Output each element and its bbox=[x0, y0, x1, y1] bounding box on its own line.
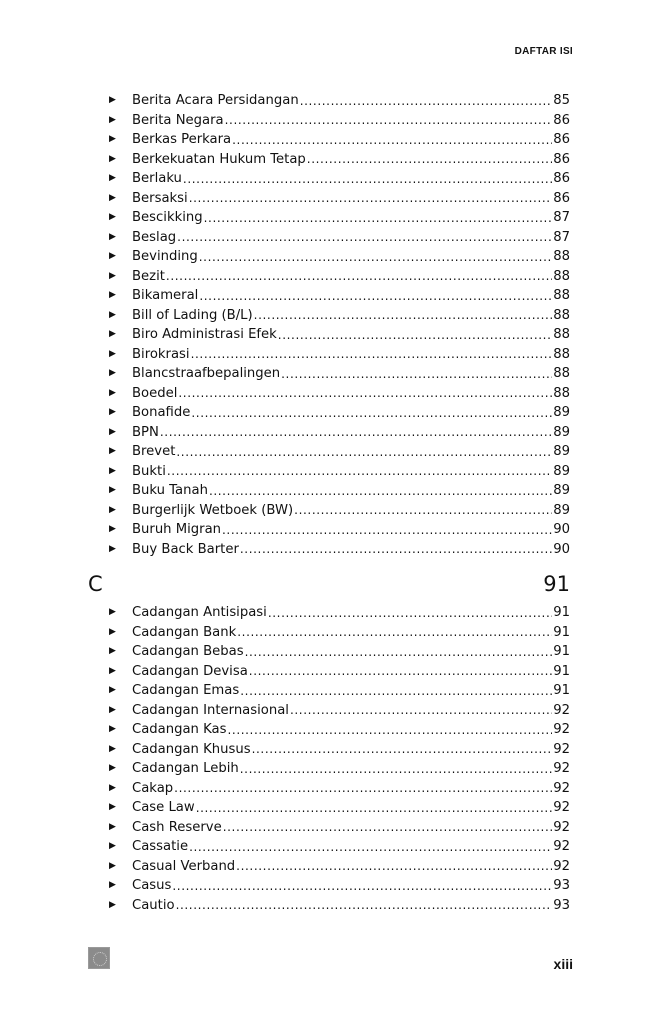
triangle-right-icon: ▶ bbox=[109, 368, 116, 379]
toc-entry-label: Bonafide bbox=[132, 405, 191, 421]
toc-entry bbox=[109, 150, 570, 170]
toc-entry bbox=[109, 189, 570, 209]
toc-entry bbox=[109, 540, 570, 560]
toc-entry bbox=[109, 442, 570, 462]
triangle-right-icon: ▶ bbox=[109, 173, 116, 184]
toc-entry-label: Bukti bbox=[132, 463, 166, 479]
triangle-right-icon: ▶ bbox=[109, 309, 116, 320]
toc-entry-label: Cadangan Bebas bbox=[132, 644, 244, 660]
toc-entry bbox=[109, 364, 570, 384]
dot-leader bbox=[237, 625, 552, 639]
triangle-right-icon: ▶ bbox=[109, 212, 116, 223]
dot-leader bbox=[196, 801, 553, 815]
dot-leader bbox=[290, 703, 552, 717]
toc-entry bbox=[109, 345, 570, 365]
dot-leader bbox=[240, 684, 552, 698]
dot-leader bbox=[183, 172, 552, 186]
toc-entry-page: 87 bbox=[553, 229, 570, 245]
dot-leader bbox=[172, 879, 552, 893]
triangle-right-icon: ▶ bbox=[109, 485, 116, 496]
triangle-right-icon: ▶ bbox=[109, 802, 116, 813]
dot-leader bbox=[232, 133, 552, 147]
toc-entry-label: Bill of Lading (B/L) bbox=[132, 307, 253, 323]
dot-leader bbox=[281, 367, 552, 381]
dot-leader bbox=[178, 386, 552, 400]
toc-entry bbox=[109, 247, 570, 267]
toc-entry-label: Cadangan Antisipasi bbox=[132, 605, 267, 621]
section-page: 91 bbox=[543, 572, 570, 596]
dot-leader bbox=[227, 723, 552, 737]
toc-entry-page: 91 bbox=[553, 683, 570, 699]
toc-entry-page: 91 bbox=[553, 663, 570, 679]
running-header: DAFTAR ISI bbox=[514, 46, 573, 57]
triangle-right-icon: ▶ bbox=[109, 524, 116, 535]
toc-entry-page: 89 bbox=[553, 444, 570, 460]
dot-leader bbox=[254, 308, 553, 322]
triangle-right-icon: ▶ bbox=[109, 880, 116, 891]
dot-leader bbox=[176, 898, 553, 912]
toc-entry-page: 88 bbox=[553, 327, 570, 343]
toc-entry bbox=[109, 876, 570, 896]
toc-entry bbox=[109, 169, 570, 189]
toc-entry-page: 89 bbox=[553, 405, 570, 421]
toc-entry-label: Casus bbox=[132, 878, 172, 894]
toc-entry bbox=[109, 662, 570, 682]
toc-entry bbox=[109, 325, 570, 345]
triangle-right-icon: ▶ bbox=[109, 724, 116, 735]
dot-leader bbox=[174, 781, 552, 795]
toc-entry-page: 89 bbox=[553, 424, 570, 440]
section-heading bbox=[88, 572, 570, 600]
triangle-right-icon: ▶ bbox=[109, 192, 116, 203]
toc-entry bbox=[109, 91, 570, 111]
dot-leader bbox=[204, 211, 553, 225]
dot-leader bbox=[268, 606, 552, 620]
toc-entry-label: Boedel bbox=[132, 385, 178, 401]
toc-entry-page: 88 bbox=[553, 366, 570, 382]
toc-entry-page: 91 bbox=[553, 644, 570, 660]
dot-leader bbox=[222, 523, 552, 537]
toc-entry bbox=[109, 501, 570, 521]
toc-entry-label: Berkas Perkara bbox=[132, 132, 232, 148]
toc-entry-label: Berkekuatan Hukum Tetap bbox=[132, 151, 306, 167]
toc-entry-page: 92 bbox=[553, 722, 570, 738]
dot-leader bbox=[236, 859, 552, 873]
toc-entry-page: 86 bbox=[553, 132, 570, 148]
toc-entry-label: Cadangan Bank bbox=[132, 624, 237, 640]
logo-icon bbox=[88, 947, 110, 969]
toc-entry-label: Biro Administrasi Efek bbox=[132, 327, 277, 343]
toc-entry-page: 89 bbox=[553, 502, 570, 518]
triangle-right-icon: ▶ bbox=[109, 899, 116, 910]
toc-entry-label: Cash Reserve bbox=[132, 819, 222, 835]
toc-entry-page: 86 bbox=[553, 112, 570, 128]
toc-entry-label: Bezit bbox=[132, 268, 165, 284]
toc-entry-label: Cakap bbox=[132, 780, 174, 796]
toc-entry-page: 90 bbox=[553, 522, 570, 538]
triangle-right-icon: ▶ bbox=[109, 763, 116, 774]
dot-leader bbox=[307, 152, 552, 166]
triangle-right-icon: ▶ bbox=[109, 821, 116, 832]
toc-entry bbox=[109, 228, 570, 248]
toc-entry-label: Berlaku bbox=[132, 171, 182, 187]
toc-entry-label: Bersaksi bbox=[132, 190, 188, 206]
toc-entry-page: 86 bbox=[553, 151, 570, 167]
toc-entry-page: 86 bbox=[553, 171, 570, 187]
toc-entry-label: Cadangan Lebih bbox=[132, 761, 239, 777]
triangle-right-icon: ▶ bbox=[109, 387, 116, 398]
toc-entry-page: 92 bbox=[553, 741, 570, 757]
toc-entry-page: 88 bbox=[553, 346, 570, 362]
triangle-right-icon: ▶ bbox=[109, 270, 116, 281]
toc-entry-label: Cadangan Kas bbox=[132, 722, 227, 738]
dot-leader bbox=[300, 94, 553, 108]
toc-entry-page: 85 bbox=[553, 93, 570, 109]
toc-entry-page: 91 bbox=[553, 624, 570, 640]
triangle-right-icon: ▶ bbox=[109, 114, 116, 125]
toc-entry-page: 92 bbox=[553, 839, 570, 855]
toc-entry-page: 92 bbox=[553, 702, 570, 718]
toc-entry bbox=[109, 603, 570, 623]
triangle-right-icon: ▶ bbox=[109, 465, 116, 476]
triangle-right-icon: ▶ bbox=[109, 290, 116, 301]
toc-entry-label: Buy Back Barter bbox=[132, 541, 239, 557]
dot-leader bbox=[167, 464, 552, 478]
toc-entry bbox=[109, 857, 570, 877]
toc-list-b bbox=[109, 91, 570, 559]
toc-entry bbox=[109, 701, 570, 721]
toc-entry bbox=[109, 720, 570, 740]
toc-entry bbox=[109, 384, 570, 404]
toc-entry bbox=[109, 798, 570, 818]
toc-entry-label: Cadangan Emas bbox=[132, 683, 240, 699]
toc-entry-page: 89 bbox=[553, 483, 570, 499]
triangle-right-icon: ▶ bbox=[109, 607, 116, 618]
toc-entry-label: Blancstraafbepalingen bbox=[132, 366, 281, 382]
triangle-right-icon: ▶ bbox=[109, 626, 116, 637]
toc-entry-page: 93 bbox=[553, 897, 570, 913]
dot-leader bbox=[223, 820, 553, 834]
dot-leader bbox=[294, 503, 552, 517]
triangle-right-icon: ▶ bbox=[109, 646, 116, 657]
toc-entry bbox=[109, 642, 570, 662]
toc-entry-page: 92 bbox=[553, 800, 570, 816]
toc-entry-page: 88 bbox=[553, 268, 570, 284]
toc-entry bbox=[109, 740, 570, 760]
toc-entry bbox=[109, 130, 570, 150]
triangle-right-icon: ▶ bbox=[109, 446, 116, 457]
toc-entry-label: Beslag bbox=[132, 229, 177, 245]
toc-entry bbox=[109, 481, 570, 501]
triangle-right-icon: ▶ bbox=[109, 504, 116, 515]
toc-entry-page: 90 bbox=[553, 541, 570, 557]
triangle-right-icon: ▶ bbox=[109, 782, 116, 793]
toc-entry-page: 93 bbox=[553, 878, 570, 894]
triangle-right-icon: ▶ bbox=[109, 426, 116, 437]
dot-leader bbox=[240, 762, 552, 776]
toc-entry-label: Casual Verband bbox=[132, 858, 236, 874]
triangle-right-icon: ▶ bbox=[109, 665, 116, 676]
dot-leader bbox=[245, 645, 553, 659]
toc-entry bbox=[109, 623, 570, 643]
toc-entry bbox=[109, 759, 570, 779]
toc-entry-page: 92 bbox=[553, 858, 570, 874]
dot-leader bbox=[176, 445, 552, 459]
dot-leader bbox=[199, 289, 552, 303]
toc-entry-page: 86 bbox=[553, 190, 570, 206]
toc-entry-label: Case Law bbox=[132, 800, 195, 816]
toc-entry-label: Cadangan Devisa bbox=[132, 663, 248, 679]
triangle-right-icon: ▶ bbox=[109, 329, 116, 340]
dot-leader bbox=[191, 347, 553, 361]
toc-entry bbox=[109, 681, 570, 701]
toc-entry-label: Birokrasi bbox=[132, 346, 190, 362]
toc-entry-label: Cautio bbox=[132, 897, 175, 913]
toc-entry bbox=[109, 306, 570, 326]
toc-entry bbox=[109, 462, 570, 482]
toc-entry-label: BPN bbox=[132, 424, 159, 440]
triangle-right-icon: ▶ bbox=[109, 860, 116, 871]
toc-entry-label: Berita Acara Persidangan bbox=[132, 93, 299, 109]
toc-entry-page: 88 bbox=[553, 249, 570, 265]
toc-entry bbox=[109, 520, 570, 540]
toc-entry-label: Berita Negara bbox=[132, 112, 224, 128]
dot-leader bbox=[191, 406, 552, 420]
toc-entry bbox=[109, 208, 570, 228]
triangle-right-icon: ▶ bbox=[109, 153, 116, 164]
toc-entry-label: Cadangan Internasional bbox=[132, 702, 289, 718]
toc-entry-label: Burgerlijk Wetboek (BW) bbox=[132, 502, 294, 518]
triangle-right-icon: ▶ bbox=[109, 134, 116, 145]
dot-leader bbox=[189, 840, 552, 854]
toc-entry-label: Bescikking bbox=[132, 210, 203, 226]
dot-leader bbox=[177, 230, 552, 244]
triangle-right-icon: ▶ bbox=[109, 231, 116, 242]
toc-entry-page: 88 bbox=[553, 385, 570, 401]
toc-entry bbox=[109, 111, 570, 131]
triangle-right-icon: ▶ bbox=[109, 704, 116, 715]
toc-entry bbox=[109, 267, 570, 287]
toc-entry bbox=[109, 779, 570, 799]
triangle-right-icon: ▶ bbox=[109, 251, 116, 262]
toc-entry bbox=[109, 818, 570, 838]
dot-leader bbox=[252, 742, 553, 756]
dot-leader bbox=[249, 664, 552, 678]
triangle-right-icon: ▶ bbox=[109, 407, 116, 418]
toc-entry-page: 88 bbox=[553, 288, 570, 304]
toc-entry-label: Buruh Migran bbox=[132, 522, 222, 538]
triangle-right-icon: ▶ bbox=[109, 543, 116, 554]
dot-leader bbox=[209, 484, 552, 498]
dot-leader bbox=[189, 191, 553, 205]
toc-entry bbox=[109, 423, 570, 443]
toc-entry-page: 87 bbox=[553, 210, 570, 226]
triangle-right-icon: ▶ bbox=[109, 743, 116, 754]
toc-entry-page: 92 bbox=[553, 761, 570, 777]
toc-entry-label: Cadangan Khusus bbox=[132, 741, 251, 757]
triangle-right-icon: ▶ bbox=[109, 685, 116, 696]
section-letter: C bbox=[88, 572, 103, 596]
dot-leader bbox=[225, 113, 553, 127]
toc-entry-label: Bevinding bbox=[132, 249, 198, 265]
page-number: xiii bbox=[553, 956, 573, 972]
toc-entry bbox=[109, 403, 570, 423]
dot-leader bbox=[240, 542, 552, 556]
toc-entry bbox=[109, 837, 570, 857]
toc-entry-label: Bikameral bbox=[132, 288, 199, 304]
triangle-right-icon: ▶ bbox=[109, 95, 116, 106]
toc-entry-label: Buku Tanah bbox=[132, 483, 208, 499]
dot-leader bbox=[166, 269, 552, 283]
dot-leader bbox=[199, 250, 552, 264]
dot-leader bbox=[160, 425, 552, 439]
triangle-right-icon: ▶ bbox=[109, 348, 116, 359]
toc-entry-page: 91 bbox=[553, 605, 570, 621]
toc-entry-label: Cassatie bbox=[132, 839, 189, 855]
toc-entry-label: Brevet bbox=[132, 444, 176, 460]
toc-entry-page: 92 bbox=[553, 819, 570, 835]
toc-entry-page: 88 bbox=[553, 307, 570, 323]
dot-leader bbox=[278, 328, 552, 342]
toc-entry-page: 92 bbox=[553, 780, 570, 796]
triangle-right-icon: ▶ bbox=[109, 841, 116, 852]
toc-entry bbox=[109, 896, 570, 916]
toc-entry bbox=[109, 286, 570, 306]
toc-entry-page: 89 bbox=[553, 463, 570, 479]
toc-list-c bbox=[109, 603, 570, 915]
